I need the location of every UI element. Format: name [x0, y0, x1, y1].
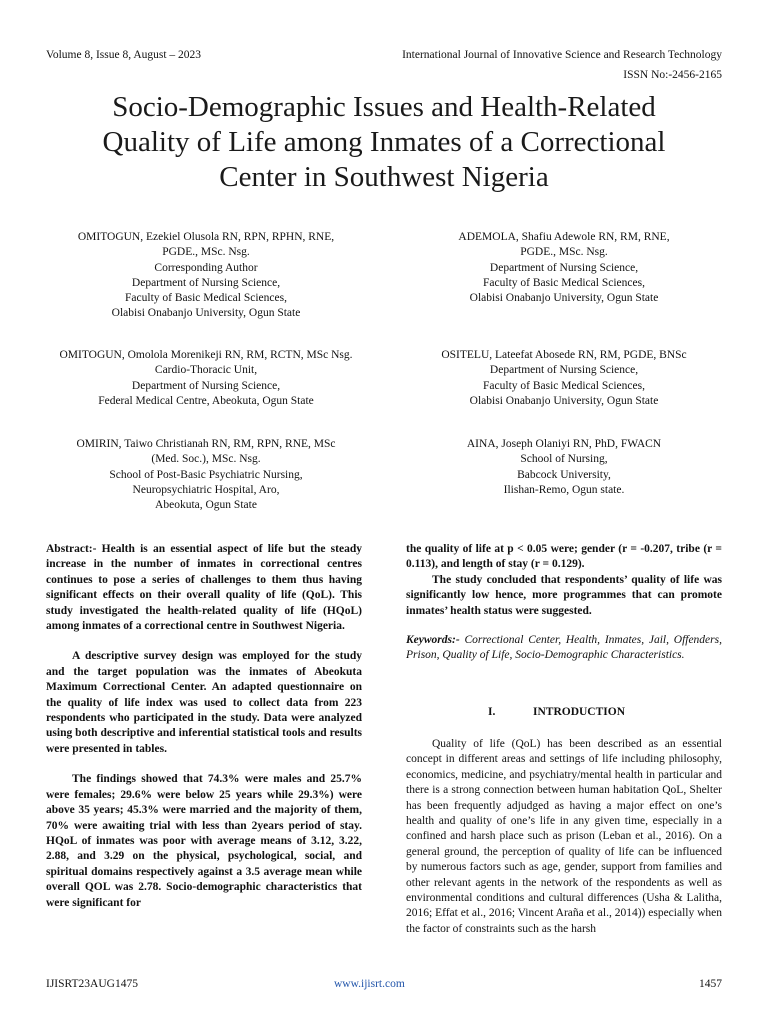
abstract-paragraph: A descriptive survey design was employed for the study and the target population was the inmates of Abeokuta Maximum Correctional Center. An adapted questionnaire on the quality of life index was used to collect data from 223 respondents who participated in the study. Data were analyzed using both descriptive and inferential statistical tools and results were presented in tables.	[46, 650, 362, 755]
journal-website-link[interactable]: www.ijisrt.com	[334, 978, 405, 990]
author-line: Babcock University,	[517, 468, 611, 481]
keywords-label: Keywords:-	[406, 634, 460, 647]
author-line: Faculty of Basic Medical Sciences,	[483, 379, 645, 392]
author-block-omirin	[26, 437, 386, 513]
abstract-paragraph: The study concluded that respondents’ quality of life was significantly low hence, more programmes that can promote inmates’ health status were suggested.	[406, 573, 722, 617]
title-line: Center in Southwest Nigeria	[219, 161, 549, 193]
author-line: School of Nursing,	[520, 453, 608, 466]
volume-info: Volume 8, Issue 8, August – 2023	[46, 49, 202, 61]
author-line: Department of Nursing Science,	[131, 379, 281, 392]
author-line: (Med. Soc.), MSc. Nsg.	[151, 453, 261, 466]
author-name: OSITELU, Lateefat Abosede RN, RM, PGDE, BNSc	[441, 349, 687, 361]
author-line: Faculty of Basic Medical Sciences,	[483, 276, 645, 289]
issn: ISSN No:-2456-2165	[623, 69, 722, 81]
author-line: Corresponding Author	[154, 261, 258, 274]
abstract-paragraph: Abstract:- Health is an essential aspect of life but the steady increase in the number of inmates in correctional centres continues to pose a series of challenges to them thus having significant effects on their overall quality of life (QoL). This study investigated the health-related quality of life (HQoL) among inmates of a correctional centre in Southwest Nigeria.	[46, 543, 362, 633]
author-block-aina	[384, 437, 744, 498]
author-block-ademola	[384, 230, 744, 306]
author-line: Olabisi Onabanjo University, Ogun State	[469, 394, 659, 407]
paper-title	[40, 90, 728, 195]
abstract-column	[46, 542, 362, 911]
author-line: Olabisi Onabanjo University, Ogun State	[469, 292, 659, 305]
author-block-omitogun-omolola	[26, 348, 386, 409]
journal-name: International Journal of Innovative Science and Research Technology	[402, 49, 722, 61]
author-name: AINA, Joseph Olaniyi RN, PhD, FWACN	[466, 438, 662, 450]
title-line: Quality of Life among Inmates of a Correctional	[102, 126, 666, 158]
right-column	[406, 542, 722, 664]
introduction-body	[406, 737, 722, 937]
author-line: Federal Medical Centre, Abeokuta, Ogun State	[98, 394, 314, 407]
author-name: OMIRIN, Taiwo Christianah RN, RM, RPN, RNE, MSc	[76, 438, 336, 450]
article-code: IJISRT23AUG1475	[46, 978, 138, 990]
author-line: Ilishan-Remo, Ogun state.	[503, 483, 625, 496]
section-number: I.	[488, 706, 496, 718]
author-line: PGDE., MSc. Nsg.	[162, 246, 250, 259]
author-line: Department of Nursing Science,	[489, 261, 639, 274]
author-line: Department of Nursing Science,	[131, 276, 281, 289]
author-line: Faculty of Basic Medical Sciences,	[125, 292, 287, 305]
author-line: Neuropsychiatric Hospital, Aro,	[132, 483, 280, 496]
section-heading: INTRODUCTION	[533, 706, 626, 718]
author-block-omitogun-ezekiel	[26, 230, 386, 322]
keywords-text: Correctional Center, Health, Inmates, Jail, Offenders, Prison, Quality of Life, Socio-Demographic Characteristics.	[406, 634, 722, 662]
author-name: OMITOGUN, Omolola Morenikeji RN, RM, RCTN, MSc Nsg.	[59, 349, 353, 361]
author-line: School of Post-Basic Psychiatric Nursing,	[109, 468, 303, 481]
author-name: ADEMOLA, Shafiu Adewole RN, RM, RNE,	[458, 231, 670, 243]
title-line: Socio-Demographic Issues and Health-Related	[112, 91, 656, 123]
abstract-paragraph: the quality of life at p < 0.05 were; gender (r = -0.207, tribe (r = 0.113), and length of stay (r = 0.129).	[406, 543, 722, 571]
author-line: Olabisi Onabanjo University, Ogun State	[111, 307, 301, 320]
abstract-paragraph: The findings showed that 74.3% were males and 25.7% were females; 29.6% were below 25 years while 29.3%) were above 35 years; 45.3% were married and the majority of them, 70% were awaiting trial with less than 2years period of stay. HQoL of inmates was poor with average means of 3.12, 3.22, 2.88, and 3.29 on the physical, psychological, social, and spiritual domains respectively against a 3.5 average mean while overall QOL was 2.78. Socio-demographic characteristics that were significant for	[46, 773, 362, 909]
author-line: Cardio-Thoracic Unit,	[154, 364, 258, 377]
introduction-paragraph: Quality of life (QoL) has been described as an essential concept in different areas and settings of life including philosophy, economics, medicine, and psychiatry/mental health in particular and there is a strong connection between human habitation QoL, Shelter has been frequently adjudged as having a major effect on one’s health and quality of one’s life in any given time, especially in a confined and harsh place such as prison (Leban et al., 2016). On a general ground, the perception of quality of life can be influenced by numerous factors such as age, gender, support from families and other relevant agents in the network of the respondents as well as environmental conditions and cultural differences (Usha & Lalitha, 2016; Effat et al., 2016; Vincent Araña et al., 2014)) especially when the factor of constraints such as the harsh	[406, 738, 722, 935]
author-line: PGDE., MSc. Nsg.	[520, 246, 608, 259]
page-number: 1457	[699, 978, 722, 990]
author-line: Department of Nursing Science,	[489, 364, 639, 377]
keywords	[406, 633, 722, 664]
author-block-ositelu	[384, 348, 744, 409]
author-name: OMITOGUN, Ezekiel Olusola RN, RPN, RPHN, RNE,	[77, 231, 335, 243]
author-line: Abeokuta, Ogun State	[155, 499, 257, 512]
